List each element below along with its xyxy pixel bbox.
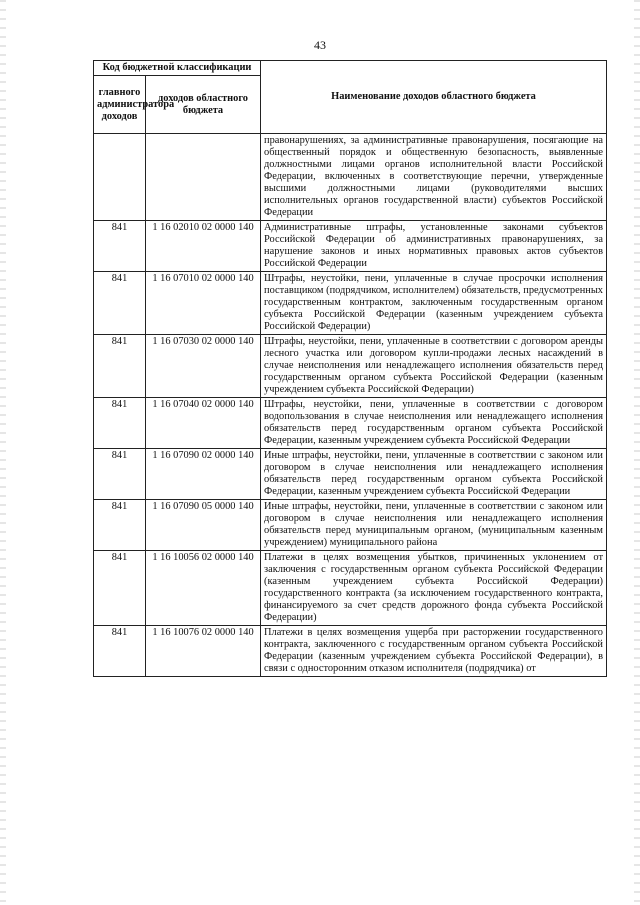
table-row — [94, 221, 607, 272]
income-code-cell: 1 16 07040 02 0000 140 — [146, 398, 261, 449]
income-code-cell — [146, 134, 261, 221]
income-name-cell: Платежи в целях возмещения убытков, причиненных уклонением от заключения с государственным органом субъекта Российской Федерации (казенным учреждением субъекта Российской Федерации) государственного контракта (за исключением государственного контракта, финансируемого за счет средств дорожного фонда субъекта Российской Федерации) — [261, 551, 607, 626]
header-admin-column: главного администратора доходов — [94, 76, 146, 134]
admin-code-cell: 841 — [94, 398, 146, 449]
income-name-cell: Иные штрафы, неустойки, пени, уплаченные в соответствии с законом или договором в случае неисполнения или ненадлежащего исполнения обязательств перед муниципальным органом, (муниципальным казенным учреждением) муниципального района — [261, 500, 607, 551]
budget-classification-table — [93, 60, 607, 677]
admin-code-cell: 841 — [94, 449, 146, 500]
income-name-cell: Штрафы, неустойки, пени, уплаченные в соответствии с договором аренды лесного участка или договором купли-продажи лесных насаждений в случае неисполнения или ненадлежащего исполнения обязательств перед государственным органом субъекта Российской Федерации (казенным учреждением субъекта Российской Федерации) — [261, 335, 607, 398]
income-name-cell: Платежи в целях возмещения ущерба при расторжении государственного контракта, заключенного с государственным органом субъекта Российской Федерации (казенным учреждением субъекта Российской Федерации), в связи с односторонним отказом исполнителя (подрядчика) от — [261, 626, 607, 677]
table-row — [94, 626, 607, 677]
income-code-cell: 1 16 07010 02 0000 140 — [146, 272, 261, 335]
admin-code-cell: 841 — [94, 335, 146, 398]
admin-code-cell: 841 — [94, 551, 146, 626]
right-scan-edge — [634, 0, 640, 905]
table-row — [94, 335, 607, 398]
income-code-cell: 1 16 07030 02 0000 140 — [146, 335, 261, 398]
income-code-cell: 1 16 07090 02 0000 140 — [146, 449, 261, 500]
table-row — [94, 134, 607, 221]
income-name-cell: Штрафы, неустойки, пени, уплаченные в соответствии с договором водопользования в случае неисполнения или ненадлежащего исполнения обязательств перед государственным органом субъекта Российской Федерации, казенным учреждением субъекта Российской Федерации — [261, 398, 607, 449]
page-number: 43 — [314, 38, 326, 52]
table-row — [94, 398, 607, 449]
income-name-cell: Административные штрафы, установленные законами субъектов Российской Федерации об административных правонарушениях, за нарушение законов и иных нормативных правовых актов субъектов Российской Федерации — [261, 221, 607, 272]
header-name-column: Наименование доходов областного бюджета — [261, 61, 607, 134]
admin-code-cell — [94, 134, 146, 221]
income-code-cell: 1 16 10076 02 0000 140 — [146, 626, 261, 677]
income-code-cell: 1 16 02010 02 0000 140 — [146, 221, 261, 272]
table-row — [94, 449, 607, 500]
admin-code-cell: 841 — [94, 626, 146, 677]
income-code-cell: 1 16 10056 02 0000 140 — [146, 551, 261, 626]
admin-code-cell: 841 — [94, 500, 146, 551]
income-name-cell: Штрафы, неустойки, пени, уплаченные в случае просрочки исполнения поставщиком (подрядчиком, исполнителем) обязательств, предусмотренных государственным контрактом, заключенным государственным органом субъекта Российской Федерации (казенным учреждением субъекта Российской Федерации) — [261, 272, 607, 335]
header-code-column: доходов областного бюджета — [146, 76, 261, 134]
admin-code-cell: 841 — [94, 272, 146, 335]
table-row — [94, 272, 607, 335]
header-group-label: Код бюджетной классификации — [94, 61, 261, 76]
income-code-cell: 1 16 07090 05 0000 140 — [146, 500, 261, 551]
admin-code-cell: 841 — [94, 221, 146, 272]
table-row — [94, 500, 607, 551]
left-scan-edge — [0, 0, 6, 905]
income-name-cell: Иные штрафы, неустойки, пени, уплаченные в соответствии с законом или договором в случае неисполнения или ненадлежащего исполнения обязательств перед государственным органом субъекта Российской Федерации, казенным учреждением субъекта Российской Федерации — [261, 449, 607, 500]
income-name-cell: правонарушениях, за административные правонарушения, посягающие на общественный порядок и общественную безопасность, выявленные должностными лицами органов исполнительной власти Российской Федерации, включенных в соответствующие перечни, утвержденные высшими должностными лицами (руководителями высших исполнительных органов государственной власти) субъектов Российской Федерации — [261, 134, 607, 221]
table-row — [94, 551, 607, 626]
